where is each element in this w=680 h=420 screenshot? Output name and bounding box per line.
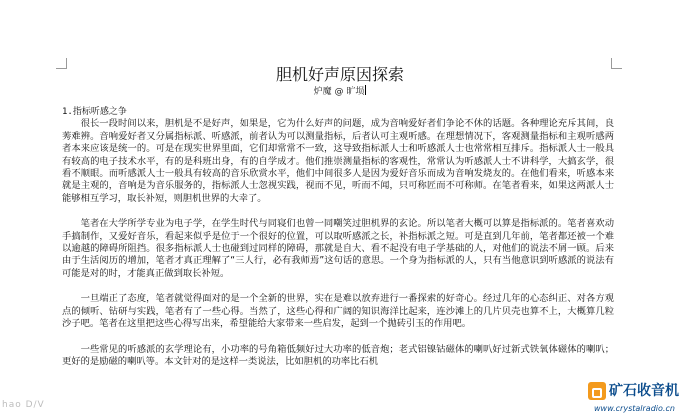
logo-name: 矿石收音机 <box>609 383 679 399</box>
paragraph: 一旦端正了态度，笔者就觉得面对的是一个全新的世界，实在是难以放弃进行一番探索的好奇心。经过几年的心态纠正、对各方观点的倾听、钻研与实践，笔者有了一些心得。当然了，这些心得和广阔的知识海洋比起来，连沙滩上的几片贝壳也算不上，大概算几粒沙子吧。笔者在这里把这些心得写出来，希望能给大家带来一些启发，起到一个抛砖引玉的作用吧。 <box>62 293 614 330</box>
document-author-line[interactable] <box>0 84 680 97</box>
text-cursor <box>365 85 366 95</box>
author-text: 炉魔 @ 旷埙 <box>313 87 365 97</box>
paragraph: 笔者在大学所学专业为电子学，在学生时代与同寝们也曾一同嘲笑过胆机界的玄论。所以笔者大概可以算是指标派的。笔者喜欢动手搞制作，又爱好音乐，看起来似乎是位于一个很好的位置，可以取听感派之长，补指标派之短。可是直到几年前，笔者都还被一个难以逾越的障碍所阻挡。很多指标派人士也碰到过同样的障碍，那就是自大、看不起没有电子学基础的人，对他们的说法不屑一顾。后来由于生活阅历的增加，笔者才真正理解了“三人行，必有我师焉”这句话的意思。一个身为指标派的人，只有当他意识到听感派的说法有可能是对的时，才能真正做到取长补短。 <box>62 218 614 279</box>
document-title: 胆机好声原因探索 <box>275 65 404 84</box>
paragraph: 一些常见的听感派的玄学理论有，小功率的号角箱低频好过大功率的低音炮；老式铝镍钴磁体的喇叭好过新式铁氧体磁体的喇叭；更好的是励磁的喇叭等。本文针对的是这样一类说法，比如胆机的功率比石机 <box>62 343 614 367</box>
section-heading: 1.指标听感之争 <box>62 107 127 117</box>
logo-url: www.crystalradio.cn <box>594 404 675 413</box>
bottom-left-watermark: hao D/V <box>2 400 45 410</box>
radio-icon <box>588 382 606 400</box>
paragraph: 很长一段时间以来，胆机是不是好声，如果是，它为什么好声的问题，成为音响爱好者们争论不休的话题。各种理论充斥其间，良莠难辨。音响爱好者又分属指标派、听感派，前者认为可以测量指标，后者认可主观听感。在理想情况下，客观测量指标和主观听感两者本来应该是统一的。可是在现实世界里面，它们却常常不一致，这导致指标派人士和听感派人士也常常相互排斥。指标派人士一般具有较高的电子技术水平，有的是科班出身，有的自学成才。他们推崇测量指标的客观性，常常认为听感派人士不讲科学，大搞玄学，很看不顺眼。而听感派人士一般具有较高的音乐欣赏水平，他们中间很多人是因为爱好音乐而成为音响发烧友的。在他们看来，听感本来就是主观的，音响是为音乐服务的，指标派人士忽视实践，视而不见，听而不闻，只可称匠而不可称师。在笔者看来，如果这两派人士能够相互学习，取长补短，则胆机世界的大幸了。 <box>62 118 614 204</box>
site-logo <box>588 380 680 420</box>
document-body[interactable] <box>62 106 614 368</box>
